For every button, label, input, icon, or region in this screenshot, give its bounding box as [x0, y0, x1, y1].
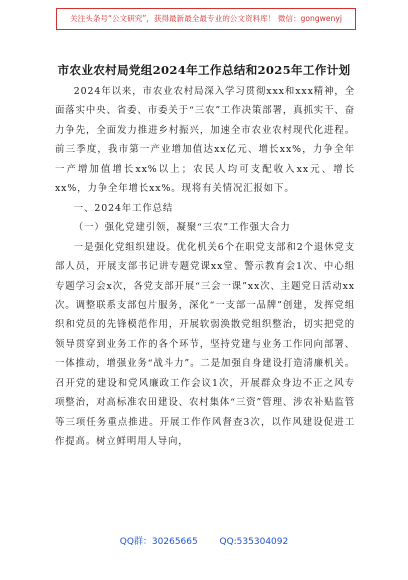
promo-banner: 关注头条号“公文研究”，获得最新最全最专业的公文资料库！ 微信：gongwenyj [56, 8, 356, 30]
contact-footer [0, 534, 408, 547]
body-paragraph: 一是强化党组织建设。优化机关6个在职党支部和2个退休党支部人员，开展支部书记讲专题党课xx堂、警示教育会1次、中心组专题学习会x次，各党支部开展“三会一课”xx次、主题党日活动xx次。调整联系支部包片服务，深化“一支部一品牌”创建，发挥党组织和党员的先锋模范作用，开展软弱涣散党组织整治，切实把党的领导贯穿到业务工作的各个环节，坚持党建与业务工作同向部署、一体推动，增强业务“战斗力”。二是加强自身建设打造清廉机关。召开党的建设和党风廉政工作会议1次，开展群众身边不正之风专项整治，对高标准农田建设、农村集体“三资”管理、涉农补贴监管等三项任务重点推进。开展工作作风督查3次，以作风建设促进工作提高。树立鲜明用人导向， [55, 241, 355, 448]
section-heading: 一、2024年工作总结 [73, 202, 174, 214]
intro-paragraph: 2024年以来，市农业农村局深入学习贯彻xxx和xxx精神，全面落实中央、省委、市委关于“三农”工作决策部署，真抓实干、奋力争先，全面发力推进乡村振兴，加速全市农业农村现代化进程。前三季度，我市第一产业增加值达xx亿元、增长xx%，力争全年一产增加值增长xx%以上；农民人均可支配收入xx元、增长xx%，力争全年增长xx%。现将有关情况汇报如下。 [55, 86, 355, 195]
qq-text: QQ:535304092 [219, 537, 289, 547]
subsection-heading: （一）强化党建引领，凝聚“三农”工作强大合力 [73, 222, 291, 234]
document-body [55, 82, 355, 452]
document-title: 市农业农村局党组2024年工作总结和2025年工作计划 [57, 63, 351, 77]
qq-group-text: QQ群：30265665 [119, 537, 198, 547]
